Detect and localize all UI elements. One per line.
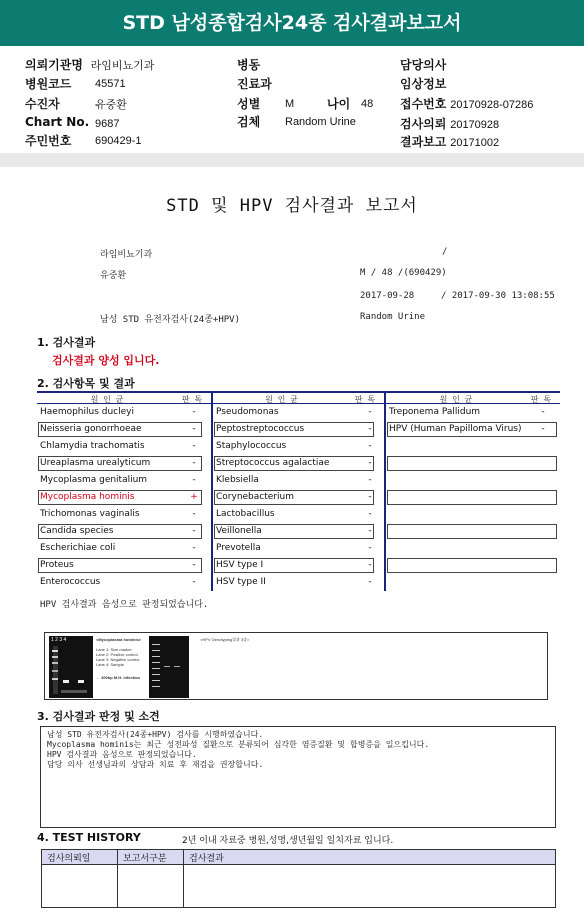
organism-name: HSV type I [216,560,264,570]
result-row [386,455,560,472]
result-row [37,438,211,455]
gel-title: <Mycoplasma hominis> [96,637,142,642]
organism-name: Trichomonas vaginalis [40,509,140,519]
rrn-label: 주민번호 [25,134,72,148]
result-row [213,574,384,591]
report-date-received: 2017-09-28 [360,291,415,301]
report-slash: / [442,247,448,257]
gel-legend-1: Lane 1: Size marker [96,647,132,652]
organism-name: Proteus [40,560,74,570]
result-row [213,557,384,574]
section-3-heading: 3. 검사결과 판정 및 소견 [37,710,160,723]
request-value: 20170928 [450,119,500,131]
gel-image-right [149,636,189,698]
report-date-value: 20171002 [450,137,500,149]
result-row [37,574,211,591]
hpv-genotyping-title: <HPV Genotyping결과 3종> [200,637,250,642]
organism-name: Mycoplasma hominis [40,492,135,502]
organism-name: Streptococcus agalactiae [216,458,330,468]
organism-result: - [192,441,196,451]
organism-name: Klebsiella [216,475,259,485]
report-test-name: 남성 STD 유전자검사(24종+HPV) [100,315,240,325]
organism-result: - [368,526,372,536]
report-banner-title: STD 남성종합검사24종 검사결과보고서 [0,0,584,46]
result-row [37,472,211,489]
history-note: 2년 이내 자료중 병원,성명,생년월일 일치자료 입니다. [182,836,394,846]
positive-result-text: 검사결과 양성 입니다. [52,354,160,367]
report-sex-age: M / 48 /(690429) [360,268,447,278]
gel-legend-2: Lane 2: Positive control [96,652,138,657]
result-row [386,523,560,540]
section-4-heading: 4. TEST HISTORY [37,831,141,844]
results-column-3 [386,391,560,574]
organism-result: - [192,407,196,417]
organism-name: HPV (Human Papilloma Virus) [389,424,522,434]
result-row-frame [387,490,557,505]
result-row [213,404,384,421]
result-row-frame [387,558,557,573]
opinion-line-1: 남성 STD 유전자검사(24종+HPV) 검사를 시행하였습니다. [47,730,264,739]
opinion-line-4: 담당 의사 선생님과의 상담과 치료 후 재검을 권장합니다. [47,760,264,769]
institution-value: 라임비뇨기과 [90,60,155,72]
history-cell [42,865,118,908]
organism-result: - [368,407,372,417]
gel-lane-numbers: 1 2 3 4 [51,637,67,643]
organism-result: - [192,424,196,434]
result-row [213,540,384,557]
gel-electrophoresis-image [44,632,548,700]
history-cell [118,865,184,908]
organism-result: - [541,424,545,434]
result-row [386,489,560,506]
report-title: STD 및 HPV 검사결과 보고서 [166,196,418,216]
result-row [213,489,384,506]
organism-result: - [368,577,372,587]
organism-result: - [192,509,196,519]
organism-name: Enterococcus [40,577,101,587]
section-1-heading: 1. 검사결과 [37,336,96,349]
patient-value: 유중환 [95,99,127,111]
clinical-label: 임상정보 [400,77,447,91]
gel-band-label: ← 300bp M.H. infection [96,675,141,680]
organism-name: Staphylococcus [216,441,287,451]
organism-result: - [192,577,196,587]
result-row [37,523,211,540]
result-row [213,421,384,438]
column-header: 원 인 균 판 독 [213,391,384,404]
organism-result: - [368,509,372,519]
history-header-result: 검사결과 [184,850,556,865]
doctor-label: 담당의사 [400,58,447,72]
organism-result: - [368,475,372,485]
hospital-code-row: 병원코드 [25,77,72,91]
organism-result: - [192,475,196,485]
opinion-box [40,726,556,828]
organism-name: Escherichiae coli [40,543,116,553]
rrn-value: 690429-1 [95,135,142,147]
organism-name: Prevotella [216,543,261,553]
organism-result: - [368,458,372,468]
result-row [213,506,384,523]
organism-name: Corynebacterium [216,492,294,502]
column-divider [384,391,386,591]
sex-value: M [285,98,295,110]
hospital-code-value: 45571 [95,78,126,90]
organism-name: Chlamydia trachomatis [40,441,145,451]
organism-result: - [368,441,372,451]
organism-result: - [192,458,196,468]
organism-name: Lactobacillus [216,509,275,519]
column-header: 원 인 균 판 독 [386,391,560,404]
organism-name: Treponema Pallidum [389,407,481,417]
hpv-note: HPV 검사결과 음성으로 판정되었습니다. [40,600,209,610]
results-column-1 [37,391,211,591]
gel-legend-4: Lane 4: Sample [96,662,125,667]
column-header: 원 인 균 판 독 [37,391,211,404]
organism-name: Neisseria gonorrhoeae [40,424,142,434]
result-row [37,557,211,574]
organism-name: Peptostreptococcus [216,424,305,434]
report-patient: 유중환 [100,271,127,281]
organism-result: - [541,407,545,417]
patient-label: 수진자 [25,97,60,111]
result-row [37,489,211,506]
chart-label: Chart No. [25,115,90,129]
opinion-line-3: HPV 검사결과 음성으로 판정되었습니다. [47,750,197,759]
organism-result: - [192,560,196,570]
result-row [37,455,211,472]
report-date-reported: / 2017-09-30 13:08:55 [441,291,555,301]
organism-name: Pseudomonas [216,407,279,417]
organism-name: Ureaplasma urealyticum [40,458,151,468]
result-row [386,472,560,489]
column-divider [211,391,213,591]
organism-name: HSV type II [216,577,266,587]
result-row-frame [387,524,557,539]
opinion-line-2: Mycoplasma hominis는 최근 성전파성 질환으로 분류되어 심각한 염증질환 및 합병증을 일으킵니다. [47,740,430,749]
organism-result: - [192,526,196,536]
organism-result: - [368,492,372,502]
report-specimen: Random Urine [360,312,426,322]
report-clinic: 라임비뇨기과 [100,250,153,260]
receipt-value: 20170928-07286 [450,99,534,111]
result-row [37,506,211,523]
gel-legend-3: Lane 3: Negative control [96,657,140,662]
organism-name: Mycoplasma genitalium [40,475,148,485]
results-column-2 [213,391,384,591]
chart-value: 9687 [95,118,120,130]
gel-image-left [49,636,93,698]
age-value: 48 [361,98,374,110]
history-cell [184,865,556,908]
result-row [213,472,384,489]
history-header-type: 보고서구분 [118,850,184,865]
organism-result: - [192,543,196,553]
result-row [386,438,560,455]
organism-name: Veillonella [216,526,262,536]
organism-result: - [368,424,372,434]
result-row [386,557,560,574]
section-2-heading: 2. 검사항목 및 결과 [37,377,135,390]
specimen-label: 검체 [237,115,261,129]
age-label: 나이 [327,97,351,111]
history-table [41,849,556,908]
organism-result: - [368,560,372,570]
receipt-row: 접수번호 20170928-07286 [400,97,534,111]
result-row [213,523,384,540]
result-row [386,421,560,438]
report-date-row: 결과보고 20171002 [400,135,500,149]
ward-label: 병동 [237,58,261,72]
result-row [37,404,211,421]
organism-result: - [368,543,372,553]
result-row [386,540,560,557]
organism-name: Candida species [40,526,114,536]
result-row [213,438,384,455]
institution-row: 의뢰기관명 라임비뇨기과 [25,58,155,72]
separator-bar [0,153,584,167]
specimen-value: Random Urine [285,116,356,128]
result-row [386,506,560,523]
organism-result: + [190,492,198,502]
result-row [213,455,384,472]
dept-label: 진료과 [237,77,272,91]
organism-name: Haemophilus ducleyi [40,407,134,417]
request-row: 검사의뢰 20170928 [400,117,500,131]
result-row-frame [387,456,557,471]
history-header-date: 검사의뢰일 [42,850,118,865]
result-row [37,540,211,557]
result-row [386,404,560,421]
result-row [37,421,211,438]
sex-label: 성별 [237,97,261,111]
